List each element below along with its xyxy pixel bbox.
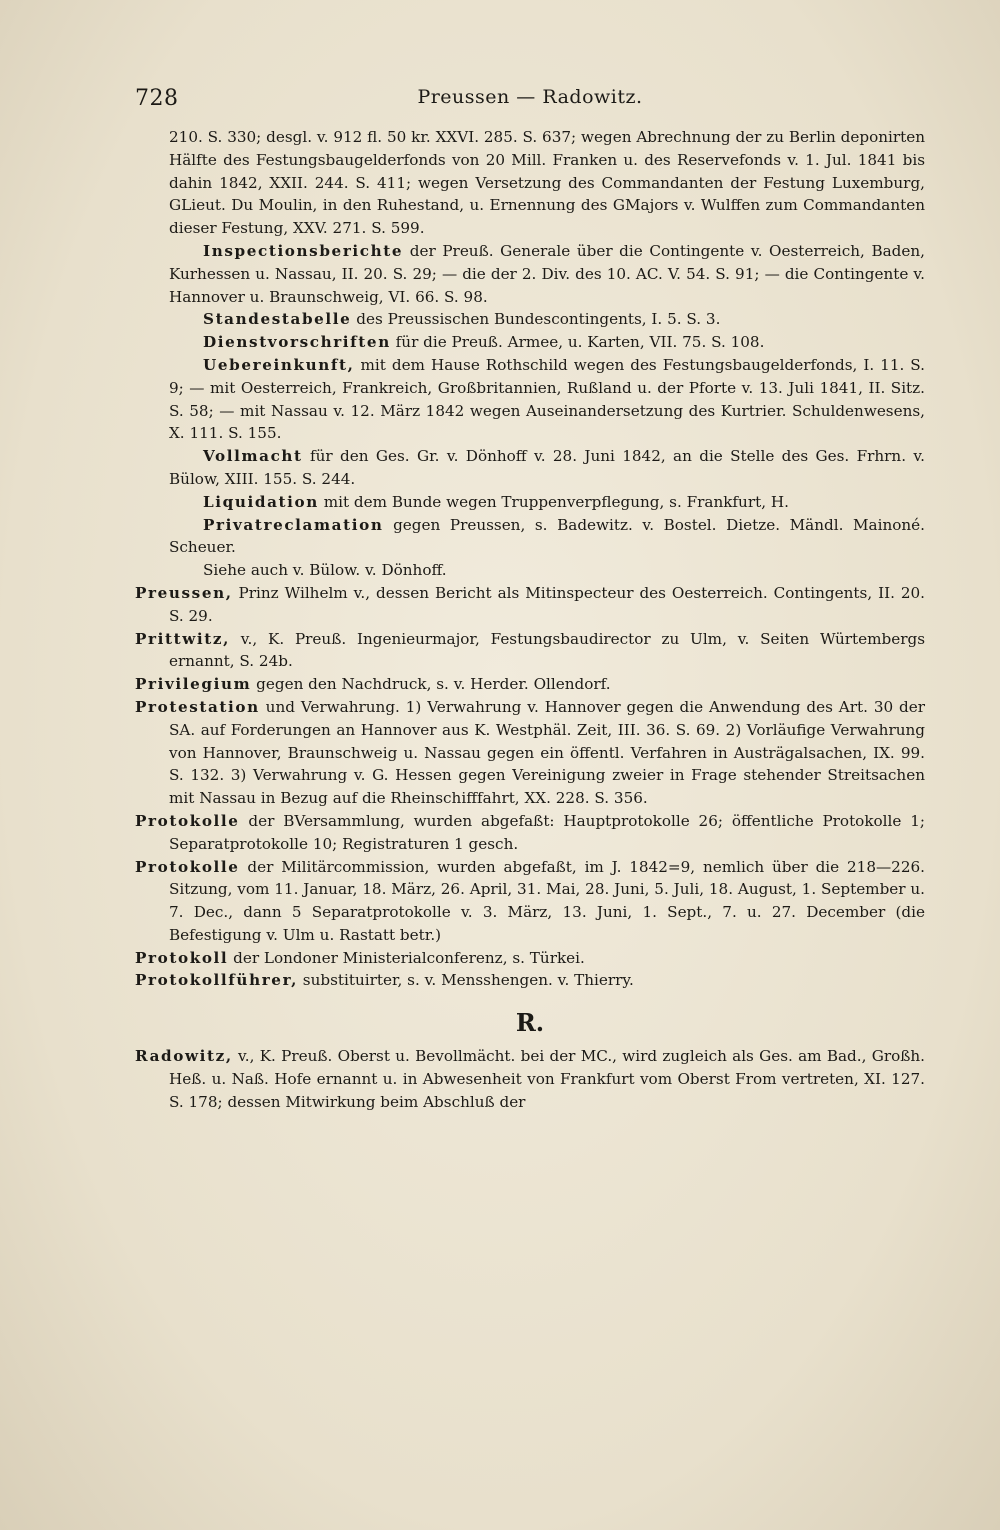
page-header [135, 86, 925, 116]
entry-keyword: Prittwitz, [135, 629, 230, 648]
index-entry: Protokolle der BVersammlung, wurden abgefaßt: Hauptprotokolle 26; öffentliche Protokolle 1; Separatprotokolle 10; Registraturen 1 gesch. [135, 811, 925, 853]
index-body [135, 126, 925, 1113]
index-subentry: Standestabelle des Preussischen Bundescontingents, I. 5. S. 3. [203, 310, 721, 329]
index-subentry: Liquidation mit dem Bunde wegen Truppenverpflegung, s. Frankfurt, H. [203, 492, 789, 511]
index-subentry: Dienstvorschriften für die Preuß. Armee, u. Karten, VII. 75. S. 108. [203, 333, 765, 352]
index-entry: Radowitz, v., K. Preuß. Oberst u. Bevollmächt. bei der MC., wird zugleich als Ges. am Bad., Großh. Heß. u. Naß. Hofe ernannt u. in Abwesenheit von Frankfurt vom Oberst From vertreten, XI. 127. S. 178; dessen Mitwirkung beim Abschluß der [135, 1047, 925, 1111]
subentry-keyword: Inspectionsberichte [203, 241, 404, 260]
subentry-keyword: Standestabelle [203, 310, 352, 329]
index-subentry: Uebereinkunft, mit dem Hause Rothschild wegen des Festungsbaugelderfonds, I. 11. S. 9; — mit Oesterreich, Frankreich, Großbritannien, Rußland u. der Pforte v. 13. Juli 1841, II. Sitz. S. 58; — mit Nassau v. 12. März 1842 wegen Auseinandersetzung des Kurtrier. Schuldenwesens, X. 111. S. 155. [169, 355, 925, 443]
index-entry: Prittwitz, v., K. Preuß. Ingenieurmajor, Festungsbaudirector zu Ulm, v. Seiten Würtembergs ernannt, S. 24b. [135, 629, 925, 671]
index-entry: Protestation und Verwahrung. 1) Verwahrung v. Hannover gegen die Anwendung des Art. 30 der SA. auf Forderungen an Hannover aus K. Westphäl. Zeit, III. 36. S. 69. 2) Vorläufige Verwahrung von Hannover, Braunschweig u. Nassau gegen ein öffentl. Verfahren in Austrägalsachen, IX. 99. S. 132. 3) Verwahrung v. G. Hessen gegen Vereinigung zweier in Frage stehender Streitsachen mit Nassau in Bezug auf die Rheinschifffahrt, XX. 228. S. 356. [135, 697, 925, 808]
subentry-keyword: Vollmacht [203, 447, 303, 466]
index-subentry: Inspectionsberichte der Preuß. Generale über die Contingente v. Oesterreich, Baden, Kurhessen u. Nassau, II. 20. S. 29; — die der 2. Div. des 10. AC. V. 54. S. 91; — die Contingente v. Hannover u. Braunschweig, VI. 66. S. 98. [169, 241, 925, 306]
entry-keyword: Radowitz, [135, 1047, 233, 1066]
index-entry: Protokollführer, substituirter, s. v. Mensshengen. v. Thierry. [135, 971, 634, 990]
index-subentry-see-also: Siehe auch v. Bülow. v. Dönhoff. [203, 561, 447, 580]
entry-keyword: Protokoll [135, 948, 229, 967]
entry-keyword: Preussen, [135, 583, 233, 602]
index-entry: Privilegium gegen den Nachdruck, s. v. Herder. Ollendorf. [135, 675, 611, 694]
entry-keyword: Protokolle [135, 811, 240, 830]
entry-keyword: Protestation [135, 697, 260, 716]
page-number: 728 [135, 86, 179, 111]
subentry-keyword: Liquidation [203, 492, 319, 511]
index-subentry: Vollmacht für den Ges. Gr. v. Dönhoff v. 28. Juni 1842, an die Stelle des Ges. Frhrn. v. Bülow, XIII. 155. S. 244. [169, 447, 925, 488]
index-entry: Protokolle der Militärcommission, wurden abgefaßt, im J. 1842=9, nemlich über die 218—226. Sitzung, vom 11. Januar, 18. März, 26. April, 31. Mai, 28. Juni, 5. Juli, 18. August, 1. September u. 7. Dec., dann 5 Separatprotokolle v. 3. März, 13. Juni, 1. Sept., 7. u. 27. December (die Befestigung v. Ulm u. Rastatt betr.) [135, 857, 925, 944]
index-entry-continuation: 210. S. 330; desgl. v. 912 fl. 50 kr. XXVI. 285. S. 637; wegen Abrechnung der zu Berlin deponirten Hälfte des Festungsbaugelderfonds von 20 Mill. Franken u. des Reservefonds v. 1. Jul. 1841 bis dahin 1842, XXII. 244. S. 411; wegen Versetzung des Commandanten der Festung Luxemburg, GLieut. Du Moulin, in den Ruhestand, u. Ernennung des GMajors v. Wulffen zum Commandanten dieser Festung, XXV. 271. S. 599. [169, 128, 925, 238]
subentry-keyword: Privatreclamation [203, 515, 384, 534]
entry-keyword: Protokollführer, [135, 971, 298, 990]
index-subentry: Privatreclamation gegen Preussen, s. Badewitz. v. Bostel. Dietze. Mändl. Mainoné. Scheuer. [169, 515, 925, 557]
running-head: Preussen — Radowitz. [417, 86, 643, 108]
entry-keyword: Privilegium [135, 675, 252, 694]
subentry-keyword: Uebereinkunft, [203, 355, 355, 374]
index-entry: Preussen, Prinz Wilhelm v., dessen Bericht als Mitinspecteur des Oesterreich. Contingents, II. 20. S. 29. [135, 583, 925, 625]
entry-keyword: Protokolle [135, 857, 240, 876]
subentry-keyword: Dienstvorschriften [203, 333, 391, 352]
index-entry: Protokoll der Londoner Ministerialconferenz, s. Türkei. [135, 948, 585, 967]
section-letter: R. [515, 1008, 545, 1038]
